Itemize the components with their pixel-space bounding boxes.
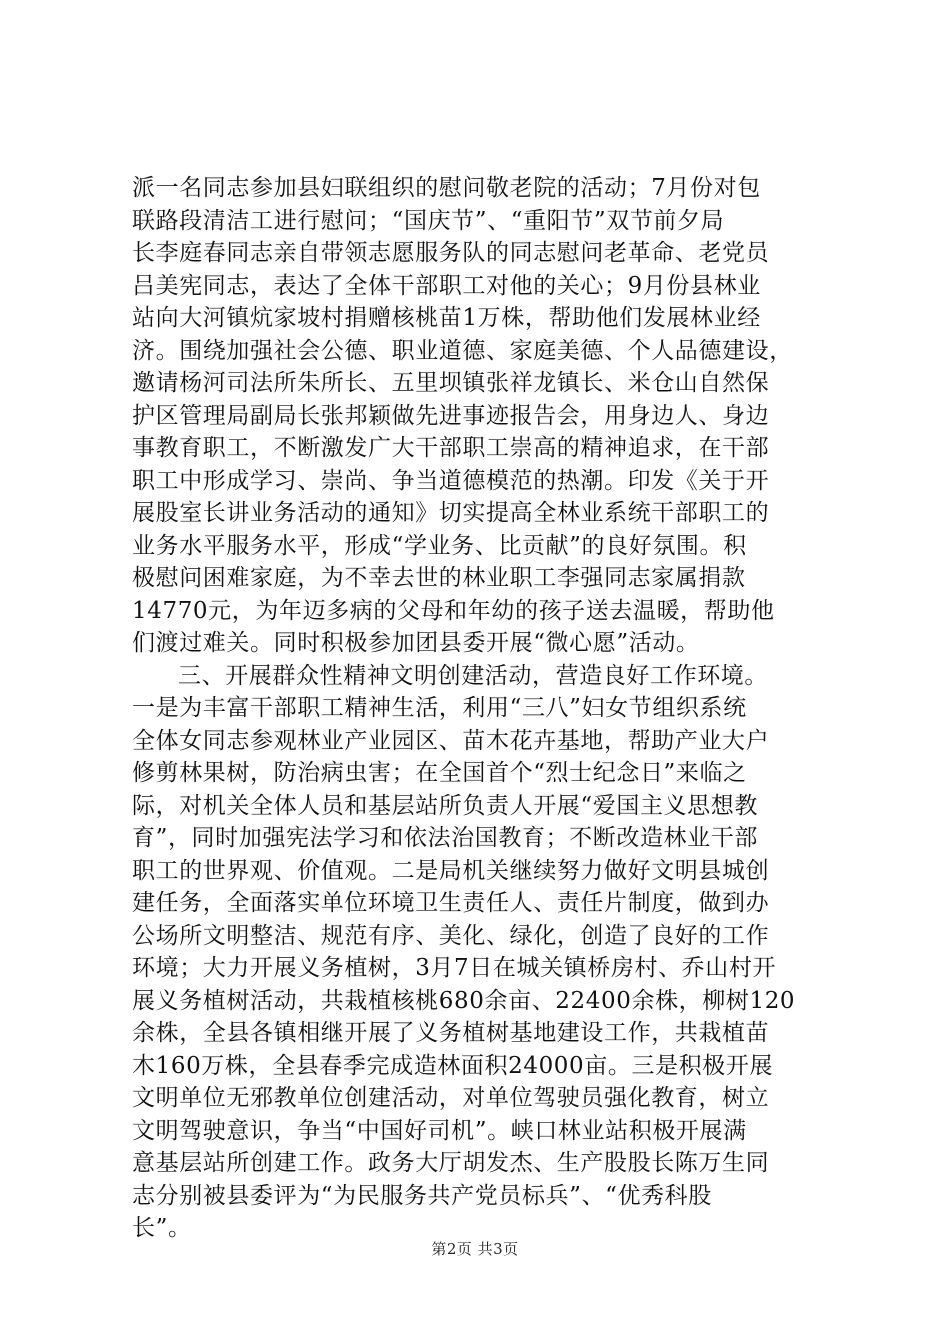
text-line: 际，对机关全体人员和基层站所负责人开展“爱国主义思想教 [132,792,758,819]
text-line: 护区管理局副局长张邦颖做先进事迹报告会，用身边人、身边 [132,402,770,429]
text-line: 文明单位无邪教单位创建活动，对单位驾驶员强化教育，树立 [132,1085,770,1111]
text-line: 业务水平服务水平，形成“学业务、比贡献”的良好氛围。积 [132,532,747,559]
text-line: 余株，全县各镇相继开展了义务植树基地建设工作，共栽植苗 [132,1020,770,1046]
text-line: 全体女同志参观林业产业园区、苗木花卉基地，帮助产业大户 [132,727,770,754]
text-line: 联路段清洁工进行慰问；“国庆节”、“重阳节”双节前夕局 [132,207,725,234]
text-line: 邀请杨河司法所朱所长、五里坝镇张祥龙镇长、米仓山自然保 [132,370,770,396]
text-line: 长李庭春同志亲自带领志愿服务队的同志慰问老革命、老党员 [132,240,770,266]
text-line: 事教育职工，不断激发广大干部职工崇高的精神追求，在干部 [132,435,770,461]
text-line: 修剪林果树，防治病虫害；在全国首个“烈士纪念日”来临之 [132,760,747,786]
text-line: 木160万株，全县春季完成造林面积24000亩。三是积极开展 [132,1052,774,1079]
text-line: 文明驾驶意识，争当“中国好司机”。峡口林业站积极开展满 [132,1117,747,1144]
text-line: 站向大河镇炕家坡村捐赠核桃苗1万株，帮助他们发展林业经 [132,305,761,331]
text-line: 极慰问困难家庭，为不幸去世的林业职工李强同志家属捐款 [132,565,746,591]
text-line: 育”，同时加强宪法学习和依法治国教育；不断改造林业干部 [132,825,758,851]
text-line: 长”。 [132,1215,192,1241]
text-line: 们渡过难关。同时积极参加团县委开展“微心愿”活动。 [132,630,700,656]
text-line: 志分别被县委评为“为民服务共产党员标兵”、“优秀科股 [132,1182,712,1209]
text-line: 职工的世界观、价值观。二是局机关继续努力做好文明县城创 [132,857,770,884]
text-line: 职工中形成学习、崇尚、争当道德模范的热潮。印发《关于开 [132,467,770,494]
section-heading-line: 三、开展群众性精神文明创建活动，营造良好工作环境。 [178,662,768,689]
text-line: 济。围绕加强社会公德、职业道德、家庭美德、个人品德建设， [132,337,793,364]
text-line: 展股室长讲业务活动的通知》切实提高全林业系统干部职工的 [132,500,770,526]
text-line: 吕美宪同志，表达了全体干部职工对他的关心；9月份县林业 [132,272,761,299]
text-line: 环境；大力开展义务植树，3月7日在城关镇桥房村、乔山村开 [132,955,777,981]
text-line: 派一名同志参加县妇联组织的慰问敬老院的活动；7月份对包 [132,175,761,201]
text-line: 建任务，全面落实单位环境卫生责任人、责任片制度，做到办 [132,890,770,916]
text-line: 意基层站所创建工作。政务大厅胡发杰、生产股股长陈万生同 [132,1150,770,1176]
body-text [132,172,832,1245]
text-line: 一是为丰富干部职工精神生活，利用“三八”妇女节组织系统 [132,695,747,721]
text-line: 公场所文明整洁、规范有序、美化、绿化，创造了良好的工作 [132,922,770,949]
text-line: 14770元，为年迈多病的父母和年幼的孩子送去温暖，帮助他 [132,597,775,624]
page-number-footer: 第2页 共3页 [431,1240,519,1258]
text-line: 展义务植树活动，共栽植核桃680余亩、22400余株，柳树120 [132,987,796,1014]
